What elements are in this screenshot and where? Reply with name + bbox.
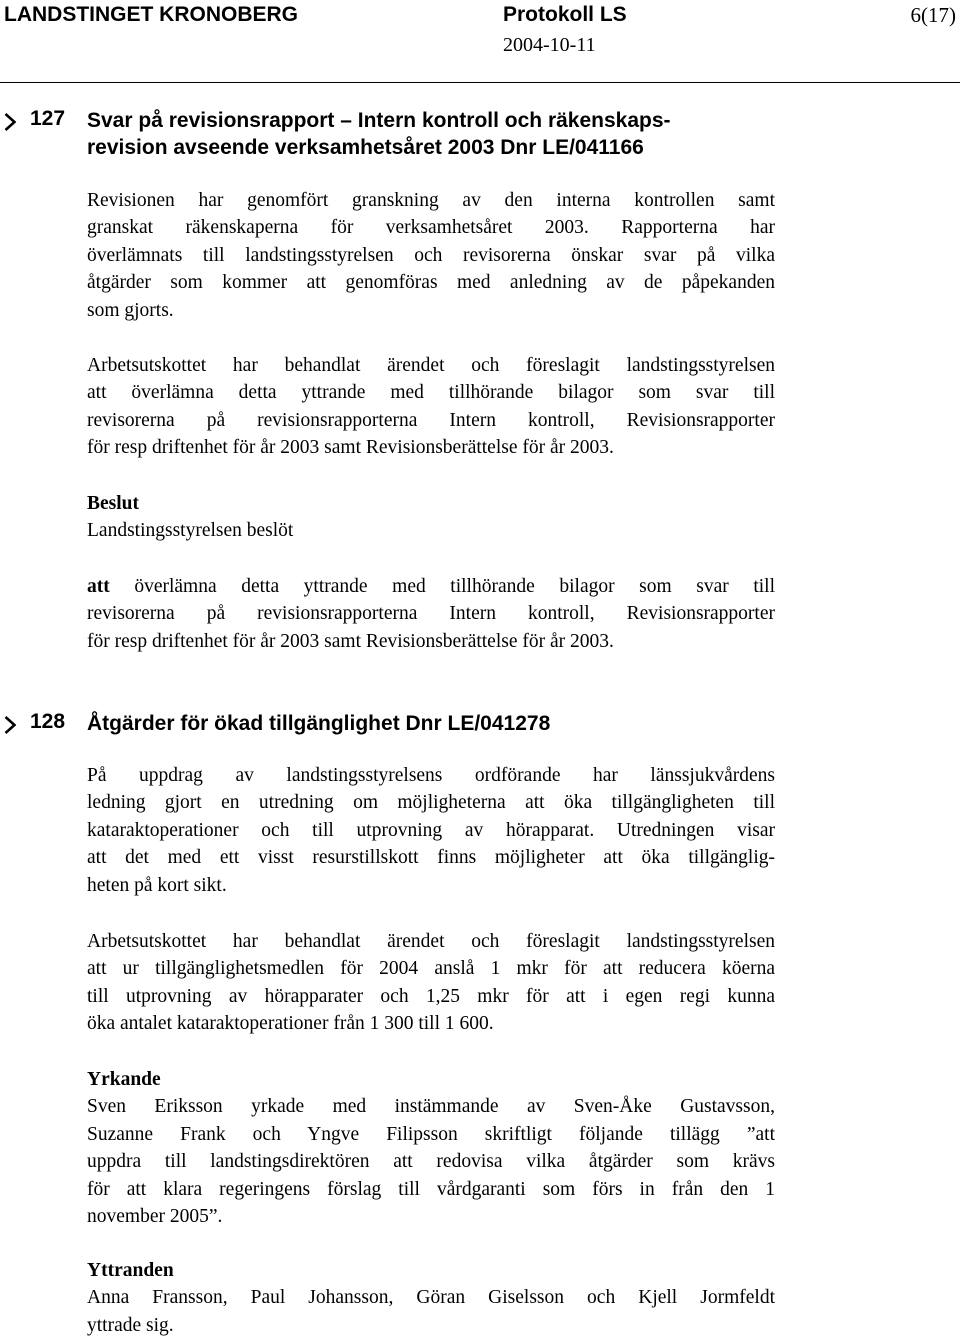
section-title-line: Svar på revisionsrapport – Intern kontroll och räkenskaps- (87, 109, 671, 132)
section-128-paragraph-2 (87, 928, 775, 1038)
decision-intro: Landstingsstyrelsen beslöt (87, 520, 294, 542)
text-line: att ur tillgänglighetsmedlen för 2004 anslå 1 mkr för att reducera köerna (87, 958, 775, 980)
section-127-decision-text (87, 573, 775, 655)
section-marker-icon (4, 716, 16, 734)
text-line: kataraktoperationer och till utprovning av hörapparat. Utredningen visar (87, 819, 775, 841)
text-line: På uppdrag av landstingsstyrelsens ordförande har länssjukvårdens (87, 765, 775, 786)
statements-heading: Yttranden (87, 1260, 174, 1281)
text-line: revisorerna på revisionsrapporterna Intern kontroll, Revisionsrapporter (87, 409, 775, 431)
decision-keyword: att (87, 576, 110, 597)
text-line: för resp driftenhet för år 2003 samt Revisionsberättelse för år 2003. (87, 630, 614, 652)
text-line: som gjorts. (87, 299, 174, 321)
section-128-paragraph-1 (87, 762, 775, 899)
page-number: 6(17) (910, 3, 956, 27)
text-line: öka antalet kataraktoperationer från 1 300 till 1 600. (87, 1013, 494, 1035)
header-divider (0, 82, 960, 83)
text-line: revisorerna på revisionsrapporterna Intern kontroll, Revisionsrapporter (87, 603, 775, 625)
section-127-paragraph-2 (87, 352, 775, 462)
text-line: åtgärder som kommer att genomföras med anledning av de påpekanden (87, 272, 775, 294)
text-line: november 2005”. (87, 1206, 223, 1228)
text-line: granskat räkenskaperna för verksamhetsåret 2003. Rapporterna har (87, 217, 775, 239)
text-line: heten på kort sikt. (87, 874, 227, 896)
section-number: 127 (30, 107, 66, 130)
text-line: för resp driftenhet för år 2003 samt Revisionsberättelse för år 2003. (87, 437, 614, 459)
section-title-line: revision avseende verksamhetsåret 2003 Dnr LE/041166 (87, 136, 644, 159)
decision-line: överlämna detta yttrande med tillhörande bilagor som svar till (109, 576, 775, 597)
text-line: Arbetsutskottet har behandlat ärendet och föreslagit landstingsstyrelsen (87, 931, 775, 952)
text-line: Sven Eriksson yrkade med instämmande av Sven-Åke Gustavsson, (87, 1096, 775, 1118)
decision-heading: Beslut (87, 493, 140, 514)
text-line: Revisionen har genomfört granskning av den interna kontrollen samt (87, 190, 775, 211)
text-line: överlämnats till landstingsstyrelsen och revisorerna önskar svar på vilka (87, 244, 775, 266)
text-line: för att klara regeringens förslag till vårdgaranti som förs in från den 1 (87, 1178, 775, 1200)
document-type: Protokoll LS (503, 3, 627, 26)
document-date: 2004-10-11 (503, 34, 596, 56)
section-128-motion (87, 1066, 775, 1230)
text-line: att det med ett visst resurstillskott finns möjligheter att öka tillgänglig- (87, 847, 775, 869)
text-line: Anna Fransson, Paul Johansson, Göran Giselsson och Kjell Jormfeldt (87, 1287, 775, 1309)
text-line: Suzanne Frank och Yngve Filipsson skriftligt följande tillägg ”att (87, 1123, 775, 1145)
page-header (0, 2, 960, 62)
section-title: Åtgärder för ökad tillgänglighet Dnr LE/041278 (87, 712, 551, 735)
text-line: till utprovning av hörapparater och 1,25 mkr för att i egen regi kunna (87, 985, 775, 1007)
section-number: 128 (30, 710, 66, 733)
text-line: Arbetsutskottet har behandlat ärendet och föreslagit landstingsstyrelsen (87, 355, 775, 376)
section-title (87, 107, 787, 161)
text-line: att överlämna detta yttrande med tillhörande bilagor som svar till (87, 382, 775, 404)
section-127-paragraph-1 (87, 187, 775, 324)
section-marker-icon (4, 113, 16, 131)
section-128-statements (87, 1257, 775, 1339)
section-127-decision (87, 490, 775, 545)
text-line: uppdra till landstingsdirektören att redovisa vilka åtgärder som krävs (87, 1151, 775, 1173)
text-line: yttrade sig. (87, 1314, 174, 1336)
organization-name: LANDSTINGET KRONOBERG (4, 3, 298, 26)
motion-heading: Yrkande (87, 1069, 161, 1090)
text-line: ledning gjort en utredning om möjligheterna att öka tillgängligheten till (87, 792, 775, 814)
text-line (87, 573, 775, 600)
